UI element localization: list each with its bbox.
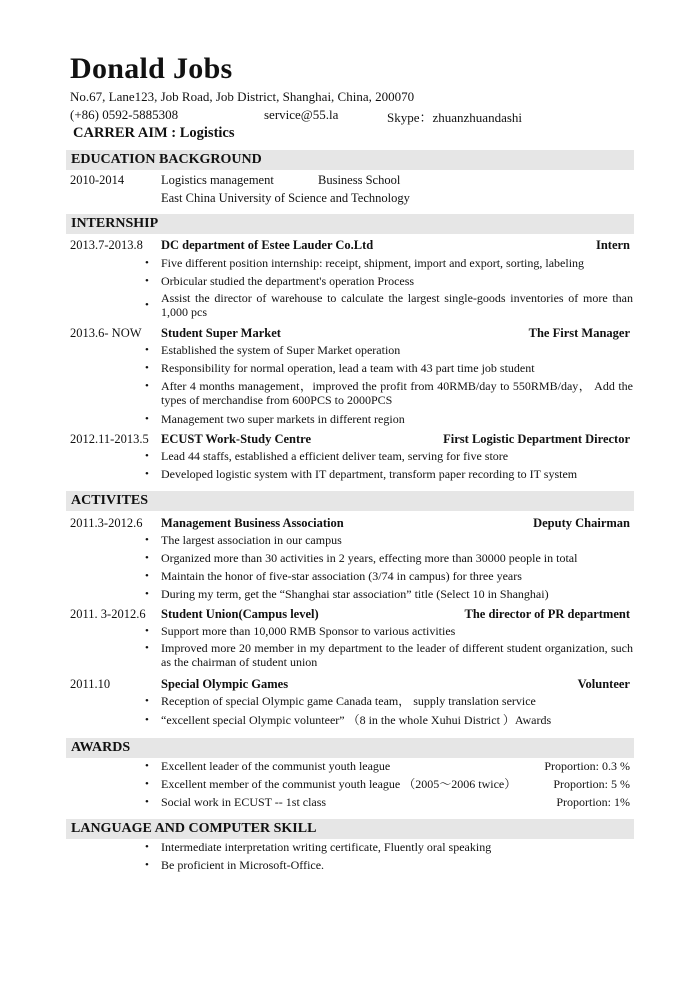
award-item: • Excellent leader of the communist youth league Proportion: 0.3 %	[145, 759, 630, 773]
entry-role: The director of PR department	[464, 607, 630, 621]
bullet-icon: •	[145, 570, 149, 582]
contact-line	[70, 107, 630, 125]
bullet-icon: •	[145, 413, 149, 425]
bullet-item: • Established the system of Super Market operation	[145, 343, 401, 357]
education-university-row	[70, 191, 630, 209]
bullet-item: • The largest association in our campus	[145, 533, 342, 547]
phone: (+86) 0592-5885308	[70, 107, 179, 122]
entry-role: Deputy Chairman	[533, 516, 630, 530]
bullet-icon: •	[145, 695, 149, 707]
bullet-item: • Maintain the honor of five-star association (3/74 in campus) for three years	[145, 569, 522, 583]
email[interactable]: service@55.la	[264, 107, 339, 122]
education-row	[70, 173, 630, 191]
entry-date: 2011. 3-2012.6	[70, 607, 146, 621]
career-aim: CARRER AIM : Logistics	[73, 125, 235, 141]
address: No.67, Lane123, Job Road, Job District, Shanghai, China, 200070	[70, 89, 415, 104]
entry-role: Volunteer	[577, 677, 630, 691]
bullet-item: • Responsibility for normal operation, lead a team with 43 part time job student	[145, 361, 535, 375]
entry-date: 2011.10	[70, 677, 111, 691]
bullet-item: • During my term, get the “Shanghai star association” title (Select 10 in Shanghai)	[145, 587, 549, 601]
bullet-item: • Improved more 20 member in my department to the leader of different student organization, such as the chairman of student union	[145, 641, 633, 669]
entry-organization: ECUST Work-Study Centre	[161, 432, 312, 446]
activity-entry-2	[70, 607, 630, 625]
bullet-item: • Orbicular studied the department's operation Process	[145, 274, 415, 288]
entry-date: 2013.7-2013.8	[70, 238, 143, 252]
bullet-icon: •	[145, 380, 149, 392]
bullet-icon: •	[145, 275, 149, 287]
entry-role: The First Manager	[528, 326, 630, 340]
bullet-icon: •	[145, 299, 149, 311]
bullet-icon: •	[145, 344, 149, 356]
entry-organization: Student Super Market	[161, 326, 281, 340]
entry-organization: Special Olympic Games	[161, 677, 289, 691]
education-school-type: Business School	[318, 173, 401, 187]
award-proportion: Proportion: 1%	[556, 795, 630, 809]
internship-entry-3	[70, 432, 630, 450]
bullet-icon: •	[145, 714, 149, 726]
bullet-item: • Support more than 10,000 RMB Sponsor to various activities	[145, 624, 456, 638]
bullet-item: • Reception of special Olympic game Canada team， supply translation service	[145, 694, 536, 708]
bullet-item: • Management two super markets in different region	[145, 412, 405, 426]
entry-role: Intern	[595, 238, 630, 252]
award-item: • Excellent member of the communist youth league （2005～2006 twice） Proportion: 5 %	[145, 777, 630, 791]
bullet-item: • “excellent special Olympic volunteer” （8 in the whole Xuhui District ）Awards	[145, 713, 552, 727]
section-internship-heading: INTERNSHIP	[66, 214, 634, 234]
education-date: 2010-2014	[70, 173, 125, 187]
section-awards-heading: AWARDS	[66, 738, 634, 758]
award-proportion: Proportion: 0.3 %	[544, 759, 630, 773]
bullet-icon: •	[145, 552, 149, 564]
bullet-icon: •	[145, 859, 149, 871]
bullet-icon: •	[145, 841, 149, 853]
activity-entry-1	[70, 516, 630, 534]
bullet-icon: •	[145, 778, 149, 790]
bullet-item: • Assist the director of warehouse to calculate the largest single-goods inventories of more than 1,000 pcs	[145, 291, 633, 319]
section-activities-heading: ACTIVITES	[66, 491, 634, 511]
activity-entry-3	[70, 677, 630, 695]
education-university: East China University of Science and Technology	[161, 191, 410, 205]
bullet-icon: •	[145, 257, 149, 269]
award-item: • Social work in ECUST -- 1st class Proportion: 1%	[145, 795, 630, 809]
candidate-name: Donald Jobs	[70, 52, 233, 85]
bullet-icon: •	[145, 362, 149, 374]
section-education-heading: EDUCATION BACKGROUND	[66, 150, 634, 170]
skill-item: • Intermediate interpretation writing certificate, Fluently oral speaking	[145, 840, 492, 854]
bullet-item: • After 4 months management，improved the profit from 40RMB/day to 550RMB/day， Add the types of merchandise from 600PCS to 2000PCS	[145, 379, 633, 407]
section-skills-heading: LANGUAGE AND COMPUTER SKILL	[66, 819, 634, 839]
entry-date: 2011.3-2012.6	[70, 516, 143, 530]
award-proportion: Proportion: 5 %	[553, 777, 630, 791]
bullet-item: • Developed logistic system with IT department, transform paper recording to IT system	[145, 467, 578, 481]
bullet-item: • Organized more than 30 activities in 2 years, effecting more than 30000 people in total	[145, 551, 578, 565]
bullet-item: • Lead 44 staffs, established a efficient deliver team, serving for five store	[145, 449, 509, 463]
entry-organization: DC department of Estee Lauder Co.Ltd	[161, 238, 374, 252]
skill-item: • Be proficient in Microsoft-Office.	[145, 858, 325, 872]
education-major: Logistics management	[161, 173, 274, 187]
internship-entry-2	[70, 326, 630, 344]
internship-entry-1	[70, 238, 630, 256]
bullet-icon: •	[145, 796, 149, 808]
bullet-icon: •	[145, 625, 149, 637]
skype: Skype：zhuanzhuandashi	[387, 110, 523, 125]
bullet-icon: •	[145, 588, 149, 600]
bullet-icon: •	[145, 468, 149, 480]
entry-date: 2013.6- NOW	[70, 326, 142, 340]
bullet-item: • Five different position internship: receipt, shipment, import and export, sorting, labeling	[145, 256, 585, 270]
bullet-icon: •	[145, 760, 149, 772]
entry-role: First Logistic Department Director	[443, 432, 630, 446]
bullet-icon: •	[145, 534, 149, 546]
bullet-icon: •	[145, 450, 149, 462]
bullet-icon: •	[145, 642, 149, 654]
entry-date: 2012.11-2013.5	[70, 432, 149, 446]
entry-organization: Student Union(Campus level)	[161, 607, 319, 621]
entry-organization: Management Business Association	[161, 516, 344, 530]
